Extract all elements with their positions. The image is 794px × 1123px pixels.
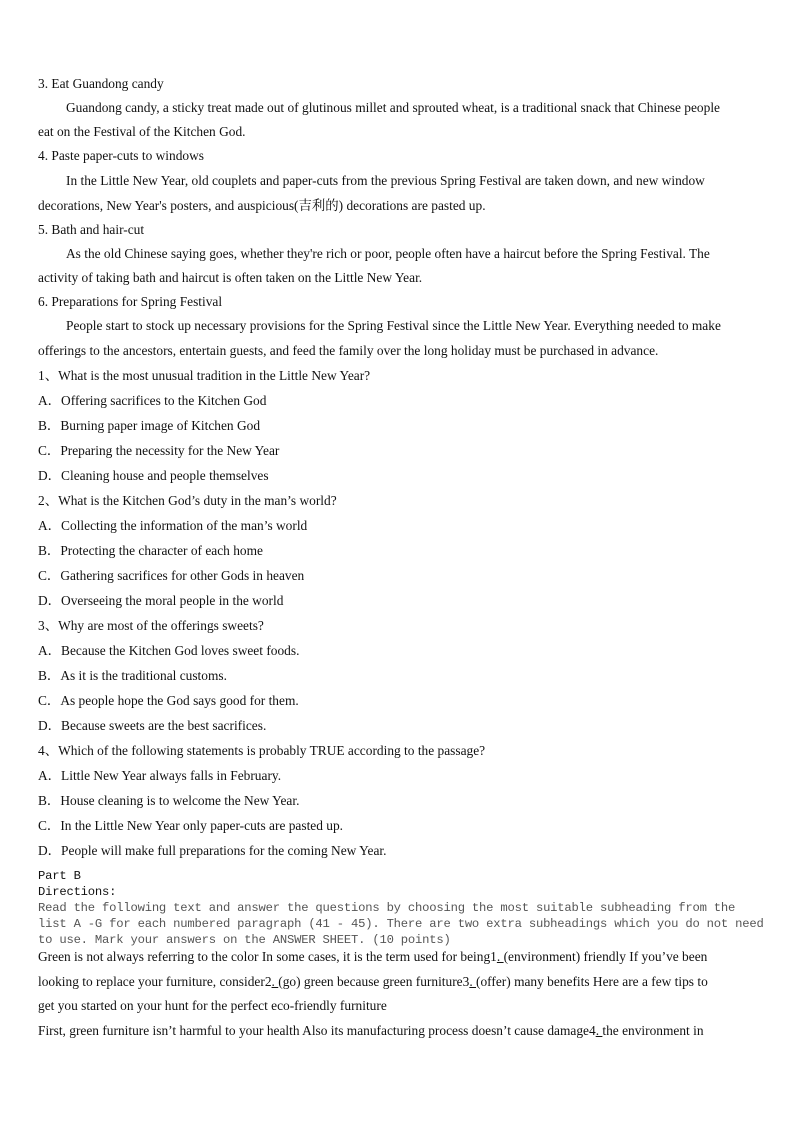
text: (offer) many benefits Here are a few tips to (476, 974, 708, 989)
option: D．Cleaning house and people themselves (38, 468, 269, 483)
option: C．Gathering sacrifices for other Gods in heaven (38, 568, 305, 583)
directions-label: Directions: (38, 885, 117, 899)
paragraph-line (38, 949, 707, 965)
paragraph-line: Guandong candy, a sticky treat made out of glutinous millet and sprouted wheat, is a traditional snack that Chinese people (66, 100, 720, 115)
option: D．Overseeing the moral people in the world (38, 593, 284, 608)
paragraph-line: As the old Chinese saying goes, whether they're rich or poor, people often have a haircut before the Spring Festival. The (66, 246, 710, 261)
option: A．Offering sacrifices to the Kitchen God (38, 393, 267, 408)
question: 3、Why are most of the offerings sweets? (38, 618, 264, 633)
section-title: 6. Preparations for Spring Festival (38, 294, 223, 309)
question: 4、Which of the following statements is probably TRUE according to the passage? (38, 743, 486, 758)
paragraph-line: offerings to the ancestors, entertain guests, and feed the family over the long holiday must be purchased in advance. (38, 343, 659, 358)
directions-line: Read the following text and answer the questions by choosing the most suitable subheading from the (38, 901, 736, 915)
text: looking to replace your furniture, consider2 (38, 974, 272, 989)
text: the environment in (602, 1023, 704, 1038)
paragraph-line: People start to stock up necessary provisions for the Spring Festival since the Little New Year. Everything needed to make (66, 318, 721, 333)
option: A．Little New Year always falls in February. (38, 768, 282, 783)
blank-3: . (469, 974, 477, 989)
option: B．As it is the traditional customs. (38, 668, 227, 683)
directions-line: list A -G for each numbered paragraph (41 - 45). There are two extra subheadings which you do not need (38, 917, 764, 931)
paragraph-line: eat on the Festival of the Kitchen God. (38, 124, 246, 139)
directions-line: to use. Mark your answers on the ANSWER SHEET. (10 points) (38, 933, 451, 947)
blank-1: . (496, 949, 504, 964)
option: D．People will make full preparations for the coming New Year. (38, 843, 387, 858)
section-title: 3. Eat Guandong candy (38, 76, 164, 91)
section-title: 4. Paste paper-cuts to windows (38, 148, 204, 163)
text: Green is not always referring to the color In some cases, it is the term used for being1 (38, 949, 497, 964)
option: C．As people hope the God says good for them. (38, 693, 299, 708)
paragraph-line: decorations, New Year's posters, and auspicious(吉利的) decorations are pasted up. (38, 198, 486, 213)
text: First, green furniture isn’t harmful to your health Also its manufacturing process doesn’t cause damage4 (38, 1023, 596, 1038)
option: B．Burning paper image of Kitchen God (38, 418, 261, 433)
paragraph-line: activity of taking bath and haircut is often taken on the Little New Year. (38, 270, 423, 285)
section-title: 5. Bath and hair-cut (38, 222, 145, 237)
option: A．Collecting the information of the man’s world (38, 518, 308, 533)
paragraph-line (38, 1023, 704, 1039)
part-b-title: Part B (38, 869, 81, 883)
question: 1、What is the most unusual tradition in the Little New Year? (38, 368, 371, 383)
blank-2: . (271, 974, 279, 989)
option: A．Because the Kitchen God loves sweet foods. (38, 643, 300, 658)
option: B．Protecting the character of each home (38, 543, 263, 558)
option: B．House cleaning is to welcome the New Year. (38, 793, 300, 808)
option: C．In the Little New Year only paper-cuts are pasted up. (38, 818, 344, 833)
text: (environment) friendly If you’ve been (503, 949, 708, 964)
blank-4: . (595, 1023, 603, 1038)
option: C．Preparing the necessity for the New Year (38, 443, 280, 458)
paragraph-line: get you started on your hunt for the perfect eco-friendly furniture (38, 998, 387, 1013)
text: (go) green because green furniture3 (278, 974, 470, 989)
question: 2、What is the Kitchen God’s duty in the man’s world? (38, 493, 337, 508)
paragraph-line: In the Little New Year, old couplets and paper-cuts from the previous Spring Festival are taken down, and new window (66, 173, 705, 188)
paragraph-line (38, 974, 708, 990)
option: D．Because sweets are the best sacrifices. (38, 718, 267, 733)
